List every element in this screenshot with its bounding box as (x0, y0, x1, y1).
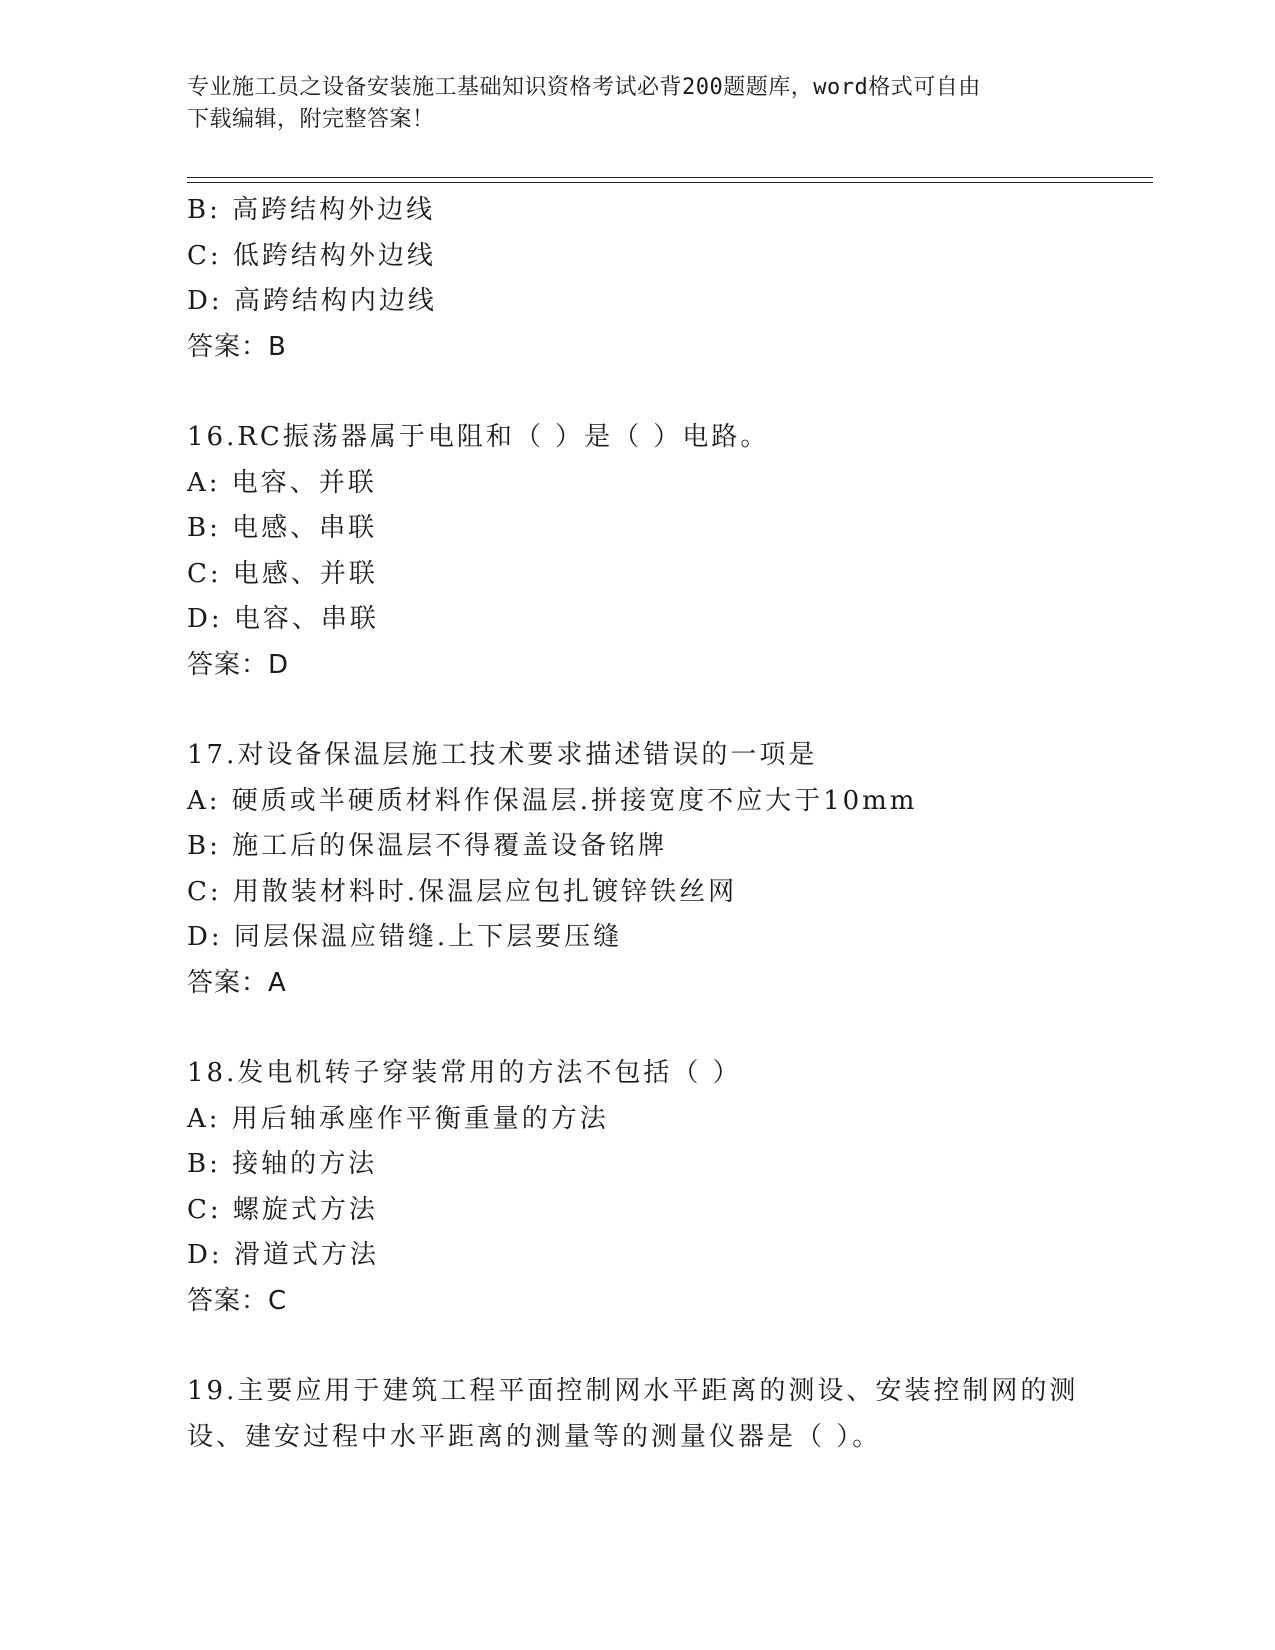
document-header (187, 72, 1067, 136)
option-d: D: 高跨结构内边线 (187, 286, 437, 316)
header-line-2: 下载编辑，附完整答案！ (187, 107, 435, 132)
answer: 答案：D (187, 649, 290, 680)
question-15-continuation (187, 188, 1147, 370)
option-c: C: 低跨结构外边线 (187, 240, 436, 271)
option-a: A: 硬质或半硬质材料作保温层.拼接宽度不应大于10mm (187, 785, 918, 816)
option-d: D: 电容、串联 (187, 604, 379, 634)
question-16 (187, 415, 1147, 688)
option-b: B: 施工后的保温层不得覆盖设备铭牌 (187, 831, 668, 861)
question-19 (187, 1369, 1147, 1460)
answer: 答案：C (187, 1285, 288, 1316)
header-divider-top (187, 177, 1153, 178)
option-b: B: 电感、串联 (187, 513, 378, 543)
answer: 答案：A (187, 967, 287, 998)
question-text: 17.对设备保温层施工技术要求描述错误的一项是 (187, 740, 818, 770)
option-d: D: 同层保温应错缝.上下层要压缝 (187, 922, 623, 952)
question-17 (187, 733, 1147, 1006)
option-c: C: 螺旋式方法 (187, 1194, 378, 1225)
header-divider-bottom (187, 182, 1153, 183)
answer: 答案：B (187, 331, 287, 362)
option-b: B: 接轴的方法 (187, 1149, 378, 1179)
question-text-line-1: 19.主要应用于建筑工程平面控制网水平距离的测设、安装控制网的测 (187, 1376, 1079, 1406)
option-c: C: 电感、并联 (187, 558, 378, 589)
question-text: 18.发电机转子穿装常用的方法不包括（ ） (187, 1058, 742, 1088)
option-c: C: 用散装材料时.保温层应包扎镀锌铁丝网 (187, 876, 738, 907)
option-a: A: 用后轴承座作平衡重量的方法 (187, 1103, 609, 1134)
header-line-1: 专业施工员之设备安装施工基础知识资格考试必背200题题库，word格式可自由 (187, 75, 981, 100)
question-list (187, 188, 1147, 1460)
option-a: A: 电容、并联 (187, 467, 377, 498)
question-18 (187, 1051, 1147, 1324)
option-b: B: 高跨结构外边线 (187, 195, 436, 225)
question-text-line-2: 设、建安过程中水平距离的测量等的测量仪器是（ ）。 (187, 1421, 882, 1452)
option-d: D: 滑道式方法 (187, 1240, 379, 1270)
question-text: 16.RC振荡器属于电阻和（ ）是（ ）电路。 (187, 422, 770, 452)
